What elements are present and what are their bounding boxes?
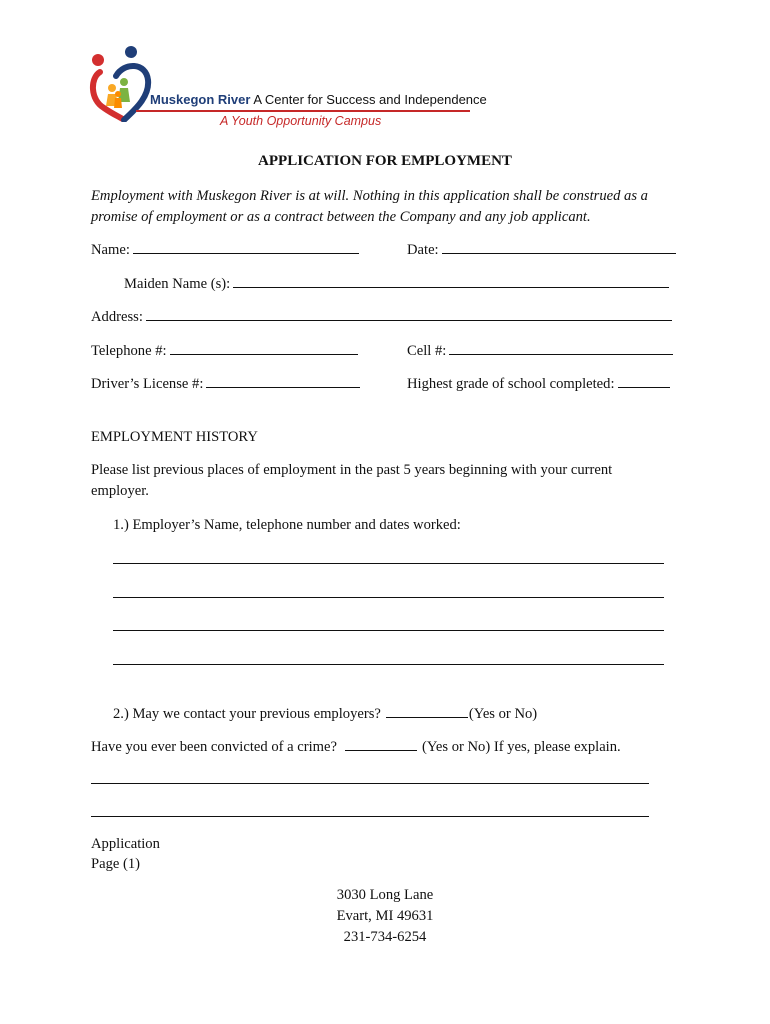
drivers-license-field <box>91 375 360 393</box>
org-name-bold: Muskegon River <box>150 92 251 107</box>
telephone-input-line[interactable] <box>170 342 358 355</box>
date-field <box>407 241 676 259</box>
drivers-license-input-line[interactable] <box>206 375 360 388</box>
question-2-suffix: (Yes or No) <box>468 706 538 722</box>
answer-line-2[interactable] <box>113 597 664 598</box>
footer-phone: 231-734-6254 <box>343 929 427 945</box>
highest-grade-field <box>407 375 670 393</box>
telephone-field <box>91 342 358 360</box>
contact-employers-input-line[interactable] <box>386 705 468 718</box>
cell-label: Cell #: <box>407 343 447 359</box>
footer-city: Evart, MI 49631 <box>336 908 434 924</box>
page-title: APPLICATION FOR EMPLOYMENT <box>258 153 512 169</box>
page-label-number: Page (1) <box>91 856 141 872</box>
name-field <box>91 241 359 259</box>
org-name <box>150 92 487 107</box>
address-label: Address: <box>91 309 143 325</box>
footer-street: 3030 Long Lane <box>336 887 434 903</box>
maiden-name-field <box>124 275 669 293</box>
crime-question-label: Have you ever been convicted of a crime? <box>91 739 337 755</box>
telephone-label: Telephone #: <box>91 343 167 359</box>
campus-subtitle: A Youth Opportunity Campus <box>220 114 382 128</box>
question-1: 1.) Employer’s Name, telephone number and dates worked: <box>113 517 461 533</box>
disclaimer: Employment with Muskegon River is at will. Nothing in this application shall be construed as a promise of employment or as a contract between the Company and any job applicant. <box>91 188 648 225</box>
org-tagline: A Center for Success and Independence <box>253 92 487 107</box>
crime-question-suffix: (Yes or No) If yes, please explain. <box>421 739 621 755</box>
name-label: Name: <box>91 242 130 258</box>
employment-history-instructions: Please list previous places of employment in the past 5 years beginning with your current employer. <box>91 462 613 499</box>
answer-line-3[interactable] <box>113 630 664 631</box>
date-label: Date: <box>407 242 439 258</box>
question-2-label: 2.) May we contact your previous employers? <box>113 706 381 722</box>
employment-history-heading: EMPLOYMENT HISTORY <box>91 429 258 445</box>
cell-field <box>407 342 673 360</box>
explanation-line-1[interactable] <box>91 783 649 784</box>
maiden-name-label: Maiden Name (s): <box>124 276 231 292</box>
page-label-application: Application <box>91 836 160 852</box>
cell-input-line[interactable] <box>449 342 673 355</box>
question-2 <box>113 705 537 723</box>
address-input-line[interactable] <box>146 308 672 321</box>
drivers-license-label: Driver’s License #: <box>91 376 204 392</box>
name-input-line[interactable] <box>133 241 359 254</box>
answer-line-4[interactable] <box>113 664 664 665</box>
address-field <box>91 308 672 326</box>
highest-grade-label: Highest grade of school completed: <box>407 376 615 392</box>
highest-grade-input-line[interactable] <box>618 375 670 388</box>
answer-line-1[interactable] <box>113 563 664 564</box>
date-input-line[interactable] <box>442 241 676 254</box>
crime-input-line[interactable] <box>345 738 417 751</box>
crime-question <box>91 738 621 756</box>
maiden-name-input-line[interactable] <box>233 275 669 288</box>
header-divider <box>136 110 470 112</box>
explanation-line-2[interactable] <box>91 816 649 817</box>
